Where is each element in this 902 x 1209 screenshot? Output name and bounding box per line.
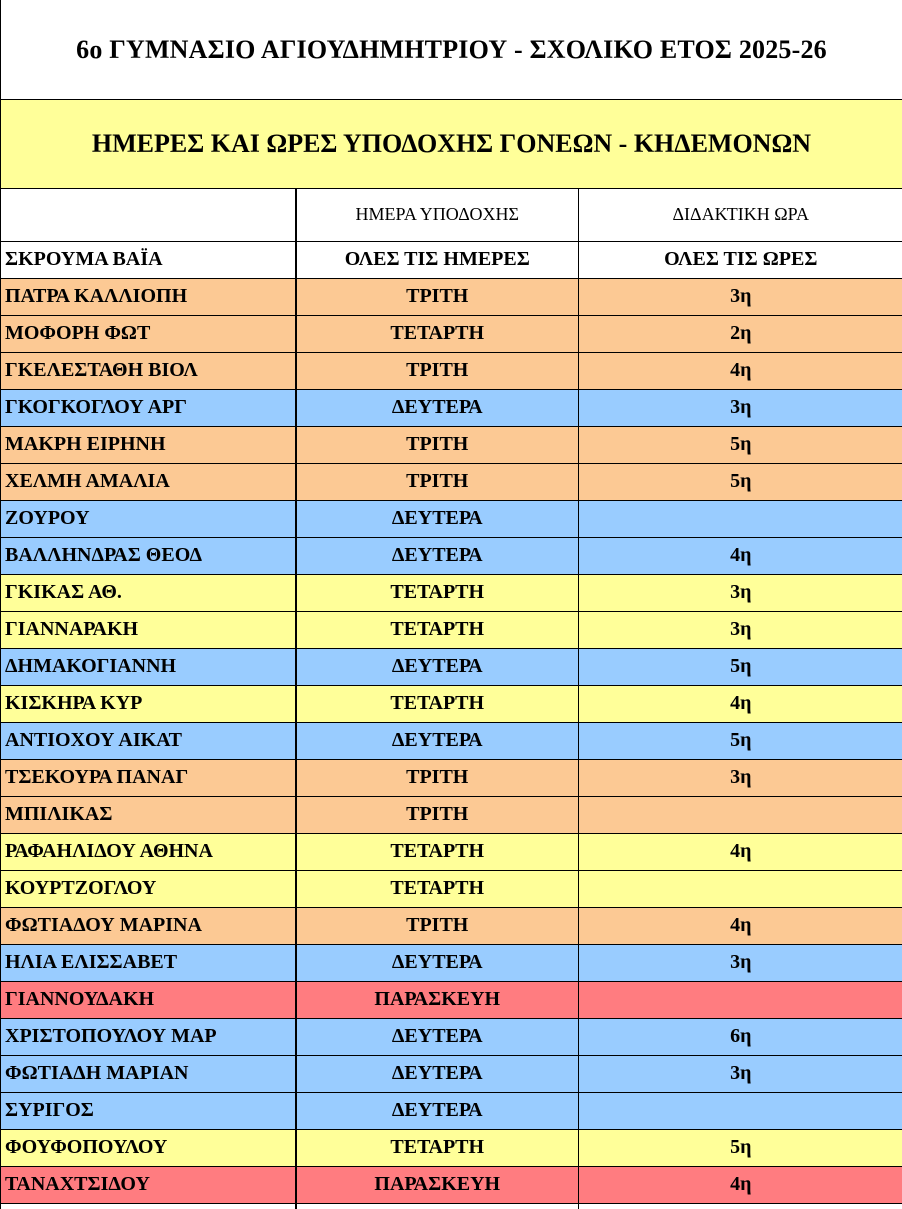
reception-day-cell: ΔΕΥΤΕΡΑ — [296, 1018, 579, 1055]
table-row — [1, 870, 902, 907]
reception-day-cell: ΔΕΥΤΕΡΑ — [296, 389, 579, 426]
table-row — [1, 241, 902, 278]
schedule-subtitle: ΗΜΕΡΕΣ ΚΑΙ ΩΡΕΣ ΥΠΟΔΟΧΗΣ ΓΟΝΕΩΝ - ΚΗΔΕΜΟΝΩΝ — [91, 129, 812, 158]
teacher-name-cell: ΣΥΡΙΓΟΣ — [1, 1092, 296, 1129]
table-row — [1, 759, 902, 796]
table-row — [1, 352, 902, 389]
teaching-hour-cell: 3η — [579, 1055, 902, 1092]
teaching-hour-cell: 5η — [579, 426, 902, 463]
table-row — [1, 500, 902, 537]
teaching-hour-cell: 3η — [579, 944, 902, 981]
table-row — [1, 278, 902, 315]
teaching-hour-cell — [579, 870, 902, 907]
reception-day-cell: ΤΕΤΑΡΤΗ — [296, 870, 579, 907]
teaching-hour-cell: 4η — [579, 833, 902, 870]
teacher-name-cell: ΠΑΤΡΑ ΚΑΛΛΙΟΠΗ — [1, 278, 296, 315]
reception-day-cell: ΠΑΡΑΣΚΕΥΗ — [296, 981, 579, 1018]
table-row — [1, 1055, 902, 1092]
header-day: ΗΜΕΡΑ ΥΠΟΔΟΧΗΣ — [296, 189, 579, 241]
reception-day-cell: ΠΑΡΑΣΚΕΥΗ — [296, 1166, 579, 1203]
table-row — [1, 1129, 902, 1166]
table-row — [1, 722, 902, 759]
reception-day-cell: ΤΡΙΤΗ — [296, 796, 579, 833]
table-row — [1, 1166, 902, 1203]
teaching-hour-cell: 4η — [579, 685, 902, 722]
teaching-hour-cell: 4η — [579, 1166, 902, 1203]
teacher-name-cell: ΓΙΑΝΝΟΥΔΑΚΗ — [1, 981, 296, 1018]
teaching-hour-cell: 3η — [579, 574, 902, 611]
table-row — [1, 796, 902, 833]
reception-day-cell: ΔΕΥΤΕΡΑ — [296, 537, 579, 574]
teacher-name-cell: ΧΕΛΜΗ ΑΜΑΛΙΑ — [1, 463, 296, 500]
teaching-hour-cell: 2η — [579, 315, 902, 352]
teacher-name-cell: ΦΩΤΙΑΔΗ ΜΑΡΙΑΝ — [1, 1055, 296, 1092]
teaching-hour-cell — [579, 500, 902, 537]
teaching-hour-cell: 4η — [579, 907, 902, 944]
teaching-hour-cell: 3η — [579, 389, 902, 426]
teacher-name-cell: ΣΚΡΟΥΜΑ ΒΑΪΑ — [1, 241, 296, 278]
teacher-name-cell: ΤΣΕΚΟΥΡΑ ΠΑΝΑΓ — [1, 759, 296, 796]
teacher-name-cell: ΜΟΦΟΡΗ ΦΩΤ — [1, 315, 296, 352]
teaching-hour-cell: 3η — [579, 759, 902, 796]
teacher-name-cell: ΧΡΙΣΤΟΠΟΥΛΟΥ ΜΑΡ — [1, 1018, 296, 1055]
teacher-name-cell: ΚΟΥΡΤΖΟΓΛΟΥ — [1, 870, 296, 907]
header-name — [1, 189, 296, 241]
teacher-name-cell: ΖΟΥΡΟΥ — [1, 500, 296, 537]
teacher-name-cell: ΓΚΙΚΑΣ ΑΘ. — [1, 574, 296, 611]
table-row — [1, 685, 902, 722]
table-row — [1, 907, 902, 944]
reception-day-cell: ΤΡΙΤΗ — [296, 759, 579, 796]
teacher-name-cell: ΑΝΤΙΟΧΟΥ ΑΙΚΑΤ — [1, 722, 296, 759]
teaching-hour-cell — [579, 981, 902, 1018]
table-row — [1, 389, 902, 426]
teacher-name-cell: ΚΙΣΚΗΡΑ ΚΥΡ — [1, 685, 296, 722]
empty-cell — [1, 1203, 296, 1209]
reception-day-cell: ΤΡΙΤΗ — [296, 907, 579, 944]
teacher-name-cell: ΔΗΜΑΚΟΓΙΑΝΝΗ — [1, 648, 296, 685]
teaching-hour-cell: 3η — [579, 611, 902, 648]
table-row — [1, 944, 902, 981]
school-title: 6ο ΓΥΜΝΑΣΙΟ ΑΓΙΟΥΔΗΜΗΤΡΙΟΥ - ΣΧΟΛΙΚΟ ΕΤΟΣ 2025-26 — [76, 34, 827, 64]
teaching-hour-cell: 4η — [579, 537, 902, 574]
teaching-hour-cell: 5η — [579, 648, 902, 685]
teaching-hour-cell — [579, 1092, 902, 1129]
reception-day-cell: ΤΕΤΑΡΤΗ — [296, 1129, 579, 1166]
reception-day-cell: ΔΕΥΤΕΡΑ — [296, 500, 579, 537]
teaching-hour-cell: 6η — [579, 1018, 902, 1055]
table-row — [1, 833, 902, 870]
header-hour: ΔΙΔΑΚΤΙΚΗ ΩΡΑ — [579, 189, 902, 241]
table-row — [1, 537, 902, 574]
table-row — [1, 611, 902, 648]
table-row-partial — [1, 1203, 902, 1209]
teaching-hour-cell: 5η — [579, 722, 902, 759]
table-row — [1, 463, 902, 500]
teacher-name-cell: ΓΙΑΝΝΑΡΑΚΗ — [1, 611, 296, 648]
table-row — [1, 648, 902, 685]
teacher-name-cell: ΤΑΝΑΧΤΣΙΔΟΥ — [1, 1166, 296, 1203]
teaching-hour-cell: 4η — [579, 352, 902, 389]
table-row — [1, 1018, 902, 1055]
reception-day-cell: ΤΕΤΑΡΤΗ — [296, 611, 579, 648]
teacher-name-cell: ΗΛΙΑ ΕΛΙΣΣΑΒΕΤ — [1, 944, 296, 981]
reception-day-cell: ΔΕΥΤΕΡΑ — [296, 1055, 579, 1092]
teacher-name-cell: ΓΚΟΓΚΟΓΛΟΥ ΑΡΓ — [1, 389, 296, 426]
reception-day-cell: ΟΛΕΣ ΤΙΣ ΗΜΕΡΕΣ — [296, 241, 579, 278]
table-row — [1, 315, 902, 352]
reception-day-cell: ΔΕΥΤΕΡΑ — [296, 1092, 579, 1129]
teaching-hour-cell: 5η — [579, 463, 902, 500]
teacher-name-cell: ΒΑΛΛΗΝΔΡΑΣ ΘΕΟΔ — [1, 537, 296, 574]
reception-day-cell: ΤΕΤΑΡΤΗ — [296, 574, 579, 611]
table-header-row — [1, 189, 902, 241]
teaching-hour-cell: 5η — [579, 1129, 902, 1166]
teacher-name-cell: ΦΟΥΦΟΠΟΥΛΟΥ — [1, 1129, 296, 1166]
teacher-name-cell: ΓΚΕΛΕΣΤΑΘΗ ΒΙΟΛ — [1, 352, 296, 389]
reception-day-cell: ΤΕΤΑΡΤΗ — [296, 315, 579, 352]
reception-hours-table — [0, 189, 902, 1209]
subtitle-row — [0, 100, 902, 189]
empty-cell — [579, 1203, 902, 1209]
teacher-name-cell: ΜΠΙΛΙΚΑΣ — [1, 796, 296, 833]
table-row — [1, 426, 902, 463]
reception-day-cell: ΤΡΙΤΗ — [296, 278, 579, 315]
reception-day-cell: ΔΕΥΤΕΡΑ — [296, 648, 579, 685]
reception-day-cell: ΔΕΥΤΕΡΑ — [296, 944, 579, 981]
empty-cell — [296, 1203, 579, 1209]
table-body — [1, 241, 902, 1209]
reception-day-cell: ΤΡΙΤΗ — [296, 463, 579, 500]
school-title-row — [0, 0, 902, 100]
reception-day-cell: ΤΕΤΑΡΤΗ — [296, 833, 579, 870]
table-row — [1, 574, 902, 611]
reception-day-cell: ΔΕΥΤΕΡΑ — [296, 722, 579, 759]
teacher-name-cell: ΦΩΤΙΑΔΟΥ ΜΑΡΙΝΑ — [1, 907, 296, 944]
teaching-hour-cell — [579, 796, 902, 833]
teaching-hour-cell: ΟΛΕΣ ΤΙΣ ΩΡΕΣ — [579, 241, 902, 278]
teacher-name-cell: ΜΑΚΡΗ ΕΙΡΗΝΗ — [1, 426, 296, 463]
reception-day-cell: ΤΡΙΤΗ — [296, 352, 579, 389]
teacher-name-cell: ΡΑΦΑΗΛΙΔΟΥ ΑΘΗΝΑ — [1, 833, 296, 870]
table-row — [1, 981, 902, 1018]
teaching-hour-cell: 3η — [579, 278, 902, 315]
table-row — [1, 1092, 902, 1129]
reception-day-cell: ΤΕΤΑΡΤΗ — [296, 685, 579, 722]
reception-day-cell: ΤΡΙΤΗ — [296, 426, 579, 463]
